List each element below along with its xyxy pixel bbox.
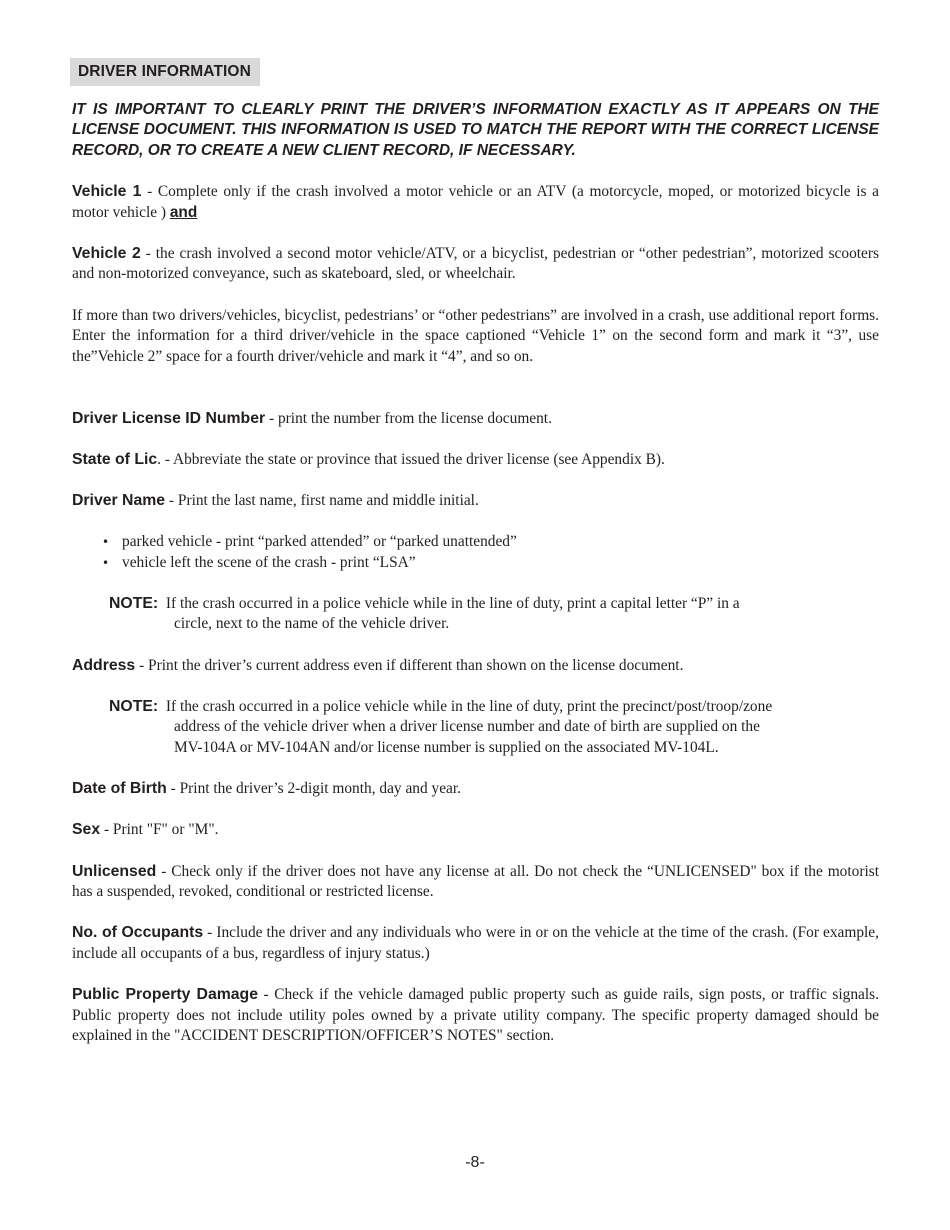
list-item: • vehicle left the scene of the crash - print “LSA”: [122, 553, 879, 574]
address-term: Address: [72, 656, 136, 674]
note-police-vehicle-name: [109, 594, 859, 635]
note-line: [109, 697, 859, 718]
driver-name-bullets: [72, 532, 879, 573]
vehicle1-term: Vehicle 1: [72, 182, 142, 200]
page-number: -8-: [465, 1154, 485, 1171]
note-label: NOTE:: [109, 594, 159, 612]
address-paragraph: [72, 656, 879, 677]
unlicensed-text: - Check only if the driver does not have any license at all. Do not check the “UNLICENSED" box if the motorist has a suspended, revoked, conditional or restricted license.: [72, 862, 879, 901]
multiple-vehicles-paragraph: If more than two drivers/vehicles, bicyclist, pedestrians’ or “other pedestrians” are involved in a crash, use additional report forms. Enter the information for a third driver/vehicle in the space captioned “Vehicle 1” on the second form and mark it “3”, use the”Vehicle 2” space for a fourth driver/vehicle and mark it “4”, and so on.: [72, 306, 879, 365]
address-text: - Print the driver’s current address even if different than shown on the license document.: [135, 656, 684, 674]
public-property-term: Public Property Damage: [72, 986, 258, 1004]
vehicle2-text: - the crash involved a second motor vehicle/ATV, or a bicyclist, pedestrian or “other pedestrian”, motorized scooters and non-motorized conveyance, such as skateboard, sled, or wheelchair.: [72, 244, 879, 283]
note-text: If the crash occurred in a police vehicle while in the line of duty, print a capital letter “P” in a: [165, 594, 740, 612]
license-id-paragraph: [72, 409, 879, 430]
note-text: address of the vehicle driver when a driver license number and date of birth are supplied on the: [174, 718, 760, 736]
occupants-text: - Include the driver and any individuals who were in or on the vehicle at the time of the crash. (For example, include all occupants of a bus, regardless of injury status.): [72, 924, 879, 962]
occupants-term: No. of Occupants: [72, 924, 204, 942]
section-heading: DRIVER INFORMATION: [70, 58, 260, 86]
sex-text: - Print "F" or "M".: [100, 821, 219, 839]
public-property-text: - Check if the vehicle damaged public property such as guide rails, sign posts, or traffic signals. Public property does not include utility poles owned by a private utility company. The specific property damaged should be explained in the "ACCIDENT DESCRIPTION/OFFICER’S NOTES" section.: [72, 986, 879, 1045]
note-line: [109, 594, 859, 615]
sex-term: Sex: [72, 821, 101, 839]
note-text: If the crash occurred in a police vehicle while in the line of duty, print the precinct/post/troop/zone: [165, 697, 773, 715]
state-of-lic-text: . - Abbreviate the state or province that issued the driver license (see Appendix B).: [157, 450, 665, 468]
license-id-text: - print the number from the license document.: [265, 409, 552, 427]
public-property-paragraph: [72, 985, 879, 1047]
dob-text: - Print the driver’s 2-digit month, day and year.: [166, 780, 462, 798]
note-label: NOTE:: [109, 697, 159, 715]
unlicensed-paragraph: [72, 862, 879, 903]
list-item: • parked vehicle - print “parked attended” or “parked unattended”: [122, 532, 879, 553]
intro-instructions: IT IS IMPORTANT TO CLEARLY PRINT THE DRIVER’S INFORMATION EXACTLY AS IT APPEARS ON THE LICENSE DOCUMENT. THIS INFORMATION IS USED TO MATCH THE REPORT WITH THE CORRECT LICENSE RECORD, OR TO CREATE A NEW CLIENT RECORD, IF NECESSARY.: [72, 100, 879, 159]
vehicle2-term: Vehicle 2: [72, 244, 141, 262]
occupants-paragraph: [72, 923, 879, 964]
vehicle1-and: and: [169, 203, 198, 221]
note-text: MV-104A or MV-104AN and/or license number is supplied on the associated MV-104L.: [174, 739, 719, 756]
driver-name-paragraph: [72, 491, 879, 512]
vehicle1-paragraph: [72, 182, 879, 223]
driver-name-term: Driver Name: [72, 491, 166, 509]
state-of-lic-term: State of Lic: [72, 450, 158, 468]
dob-paragraph: [72, 779, 879, 800]
driver-name-text: - Print the last name, first name and middle initial.: [165, 491, 479, 509]
dob-term: Date of Birth: [72, 780, 167, 798]
unlicensed-term: Unlicensed: [72, 862, 157, 880]
document-page: [72, 58, 879, 1047]
sex-paragraph: [72, 820, 879, 841]
note-police-vehicle-address: [109, 697, 859, 759]
vehicle1-text: - Complete only if the crash involved a motor vehicle or an ATV (a motorcycle, moped, or motorized bicycle is a motor vehicle ): [72, 182, 880, 221]
vehicle2-paragraph: [72, 244, 879, 285]
note-text: circle, next to the name of the vehicle driver.: [174, 615, 450, 633]
license-id-term: Driver License ID Number: [72, 409, 266, 427]
state-of-lic-paragraph: [72, 450, 879, 471]
